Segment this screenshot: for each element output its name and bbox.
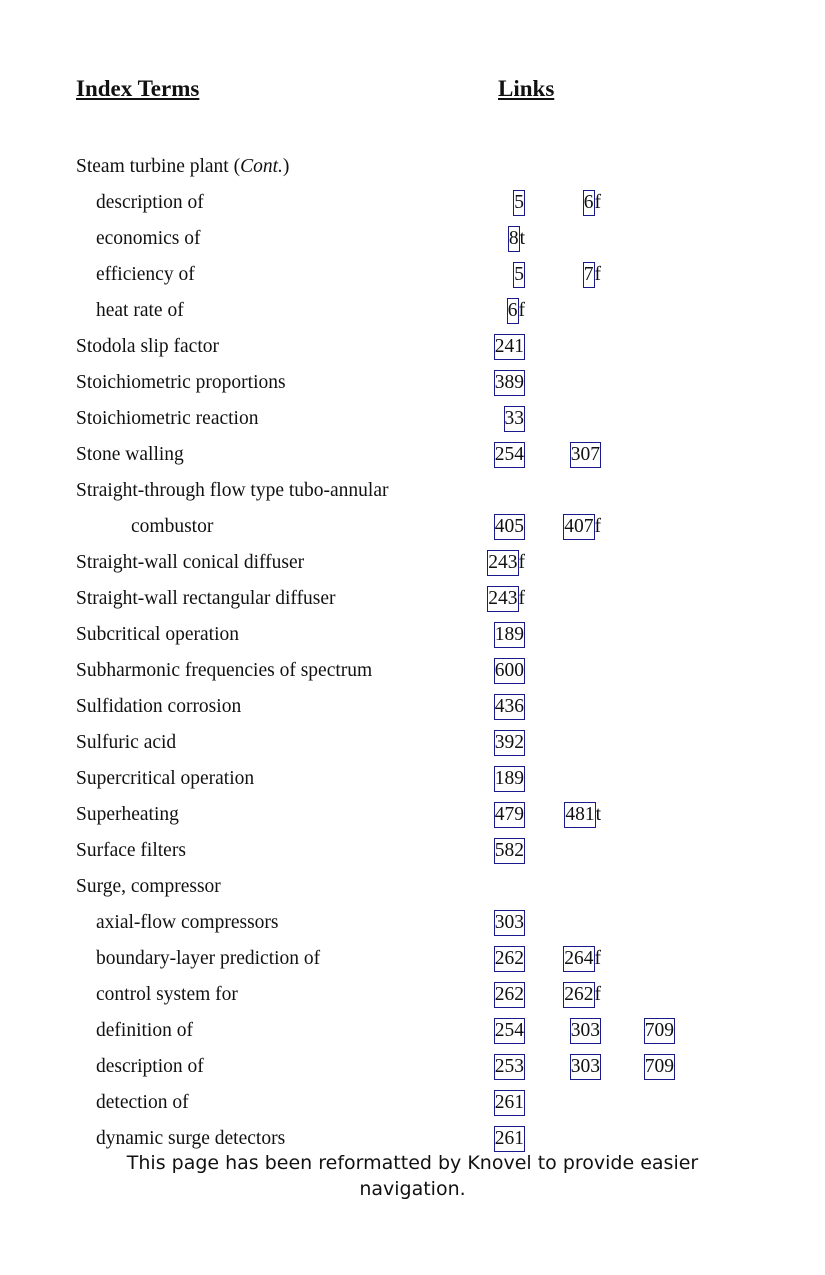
index-term bbox=[96, 221, 201, 257]
index-entry bbox=[0, 185, 825, 221]
page-link[interactable]: 307 bbox=[570, 442, 601, 468]
link-suffix: f bbox=[594, 948, 601, 969]
index-term-text: Straight-wall conical diffuser bbox=[76, 552, 305, 573]
page-link[interactable]: 261 bbox=[494, 1090, 525, 1116]
index-term-text: Surge, compressor bbox=[76, 876, 221, 897]
index-term-text: dynamic surge detectors bbox=[96, 1128, 286, 1149]
page-link[interactable]: 243 bbox=[487, 586, 518, 612]
index-term bbox=[76, 581, 336, 617]
index-term-text: Stone walling bbox=[76, 444, 184, 465]
page-link-cell bbox=[644, 1049, 675, 1085]
index-term-text: Sulfidation corrosion bbox=[76, 696, 242, 717]
index-entry bbox=[0, 509, 825, 545]
index-entry bbox=[0, 221, 825, 257]
index-term bbox=[76, 797, 179, 833]
page-link-cell bbox=[494, 1049, 525, 1085]
index-entry bbox=[0, 581, 825, 617]
index-entry bbox=[0, 1085, 825, 1121]
index-entry bbox=[0, 905, 825, 941]
page-link[interactable]: 33 bbox=[504, 406, 526, 432]
page-link[interactable]: 253 bbox=[494, 1054, 525, 1080]
index-term-text: Steam turbine plant ( bbox=[76, 156, 241, 177]
link-suffix: f bbox=[518, 552, 525, 573]
page-link-cell bbox=[494, 761, 525, 797]
page-link[interactable]: 6 bbox=[583, 190, 595, 216]
index-term bbox=[76, 689, 241, 725]
page-link-cell bbox=[494, 941, 525, 977]
index-term bbox=[96, 257, 195, 293]
page-link[interactable]: 7 bbox=[583, 262, 595, 288]
index-term bbox=[76, 833, 186, 869]
page-link[interactable]: 709 bbox=[644, 1054, 675, 1080]
index-term bbox=[76, 869, 221, 905]
page-link[interactable]: 436 bbox=[494, 694, 525, 720]
page-link[interactable]: 600 bbox=[494, 658, 525, 684]
index-term-text: Surface filters bbox=[76, 840, 186, 861]
link-suffix: f bbox=[518, 300, 525, 321]
page-link-cell bbox=[570, 1049, 601, 1085]
page-link[interactable]: 405 bbox=[494, 514, 525, 540]
link-suffix: f bbox=[594, 516, 601, 537]
index-terms-heading: Index Terms bbox=[76, 76, 200, 101]
page-link-cell bbox=[513, 257, 525, 293]
page-link[interactable]: 243 bbox=[487, 550, 518, 576]
page-link[interactable]: 5 bbox=[513, 262, 525, 288]
page-link-cell bbox=[583, 257, 601, 293]
index-term bbox=[76, 761, 254, 797]
page-link-cell bbox=[563, 941, 601, 977]
page-link[interactable]: 303 bbox=[570, 1018, 601, 1044]
page-link[interactable]: 389 bbox=[494, 370, 525, 396]
index-term bbox=[96, 905, 279, 941]
index-entry bbox=[0, 1013, 825, 1049]
index-term-text: detection of bbox=[96, 1092, 189, 1113]
index-term bbox=[96, 1049, 204, 1085]
index-entry bbox=[0, 1049, 825, 1085]
page-link-cell bbox=[570, 437, 601, 473]
page-link-cell bbox=[494, 1085, 525, 1121]
index-entry bbox=[0, 293, 825, 329]
page-link-cell bbox=[487, 545, 525, 581]
index-entry bbox=[0, 725, 825, 761]
index-term-text: Superheating bbox=[76, 804, 179, 825]
index-term bbox=[76, 473, 388, 509]
index-entry bbox=[0, 977, 825, 1013]
page-link[interactable]: 303 bbox=[570, 1054, 601, 1080]
index-term bbox=[76, 329, 219, 365]
continued-label: Cont. bbox=[240, 156, 283, 177]
link-suffix: f bbox=[594, 984, 601, 1005]
index-entry bbox=[0, 401, 825, 437]
page-link[interactable]: 241 bbox=[494, 334, 525, 360]
page-link[interactable]: 709 bbox=[644, 1018, 675, 1044]
links-heading: Links bbox=[498, 76, 555, 101]
index-term-text: Stoichiometric proportions bbox=[76, 372, 286, 393]
index-term-text: Stoichiometric reaction bbox=[76, 408, 259, 429]
page-link-cell bbox=[564, 797, 601, 833]
page-link[interactable]: 189 bbox=[494, 622, 525, 648]
page-link[interactable]: 407 bbox=[563, 514, 594, 540]
page-link[interactable]: 6 bbox=[507, 298, 519, 324]
page-link-cell bbox=[494, 617, 525, 653]
page-link-cell bbox=[583, 185, 601, 221]
index-term bbox=[76, 365, 286, 401]
index-list bbox=[0, 149, 825, 1157]
index-entry bbox=[0, 833, 825, 869]
page-link[interactable]: 262 bbox=[494, 946, 525, 972]
index-entry bbox=[0, 437, 825, 473]
index-entry bbox=[0, 545, 825, 581]
page-link-cell bbox=[494, 797, 525, 833]
index-term bbox=[76, 545, 304, 581]
page-link[interactable]: 8 bbox=[508, 226, 520, 252]
index-term-text: Subharmonic frequencies of spectrum bbox=[76, 660, 373, 681]
page-link[interactable]: 262 bbox=[563, 982, 594, 1008]
index-entry bbox=[0, 797, 825, 833]
page-link[interactable]: 5 bbox=[513, 190, 525, 216]
page-link[interactable]: 392 bbox=[494, 730, 525, 756]
footer-line-1: This page has been reformatted by Knovel to provide easier bbox=[126, 1152, 699, 1174]
link-suffix: f bbox=[594, 192, 601, 213]
link-suffix: f bbox=[594, 264, 601, 285]
index-entry bbox=[0, 329, 825, 365]
knovel-footer bbox=[0, 1150, 825, 1202]
index-term bbox=[76, 653, 372, 689]
footer-line-2: navigation. bbox=[359, 1178, 466, 1200]
page-link-cell bbox=[570, 1013, 601, 1049]
page-link-cell bbox=[504, 401, 526, 437]
index-term bbox=[96, 1013, 193, 1049]
page-link[interactable]: 189 bbox=[494, 766, 525, 792]
index-entry bbox=[0, 941, 825, 977]
page-link[interactable]: 254 bbox=[494, 1018, 525, 1044]
index-term bbox=[76, 149, 289, 185]
index-term bbox=[76, 725, 176, 761]
index-term bbox=[96, 293, 184, 329]
page-link[interactable]: 582 bbox=[494, 838, 525, 864]
page-link-cell bbox=[494, 689, 525, 725]
page-link-cell bbox=[644, 1013, 675, 1049]
index-term-text: Stodola slip factor bbox=[76, 336, 219, 357]
page-link[interactable]: 303 bbox=[494, 910, 525, 936]
page-link[interactable]: 481 bbox=[564, 802, 595, 828]
index-entry bbox=[0, 473, 825, 509]
link-suffix: f bbox=[518, 588, 525, 609]
index-term bbox=[96, 977, 238, 1013]
index-entry bbox=[0, 761, 825, 797]
index-term-text: axial-flow compressors bbox=[96, 912, 279, 933]
index-term bbox=[76, 437, 184, 473]
link-suffix: t bbox=[519, 228, 525, 249]
page-link-cell bbox=[494, 725, 525, 761]
page-link[interactable]: 262 bbox=[494, 982, 525, 1008]
index-term bbox=[96, 185, 204, 221]
index-term-text: description of bbox=[96, 1056, 204, 1077]
index-term bbox=[76, 617, 239, 653]
page-link-cell bbox=[508, 221, 525, 257]
page-link-cell bbox=[494, 1013, 525, 1049]
index-entry bbox=[0, 617, 825, 653]
page-link-cell bbox=[507, 293, 525, 329]
index-term-text: definition of bbox=[96, 1020, 193, 1041]
page-link-cell bbox=[494, 977, 525, 1013]
page-link-cell bbox=[494, 365, 525, 401]
index-term-text: description of bbox=[96, 192, 204, 213]
index-term-text: Sulfuric acid bbox=[76, 732, 177, 753]
page-link[interactable]: 264 bbox=[563, 946, 594, 972]
index-term-text: Straight-through flow type tubo-annular bbox=[76, 480, 389, 501]
page-link-cell bbox=[563, 509, 601, 545]
index-term bbox=[131, 509, 213, 545]
link-suffix: t bbox=[595, 804, 601, 825]
index-term bbox=[76, 401, 258, 437]
index-term-text: heat rate of bbox=[96, 300, 184, 321]
index-term bbox=[96, 941, 320, 977]
index-term-text: Supercritical operation bbox=[76, 768, 255, 789]
page-link-cell bbox=[494, 329, 525, 365]
index-term-text: control system for bbox=[96, 984, 238, 1005]
page-link[interactable]: 479 bbox=[494, 802, 525, 828]
page-link-cell bbox=[513, 185, 525, 221]
page-link-cell bbox=[494, 653, 525, 689]
index-term-text: efficiency of bbox=[96, 264, 195, 285]
page-link-cell bbox=[494, 833, 525, 869]
continued-paren: ) bbox=[282, 156, 290, 177]
page-link-cell bbox=[563, 977, 601, 1013]
index-entry bbox=[0, 257, 825, 293]
index-entry bbox=[0, 653, 825, 689]
index-term-text: boundary-layer prediction of bbox=[96, 948, 321, 969]
index-entry bbox=[0, 869, 825, 905]
page-link-cell bbox=[494, 437, 525, 473]
index-entry bbox=[0, 689, 825, 725]
page-link-cell bbox=[494, 509, 525, 545]
index-term-text: combustor bbox=[131, 516, 214, 537]
page-link[interactable]: 261 bbox=[494, 1126, 525, 1152]
page-link-cell bbox=[487, 581, 525, 617]
index-entry bbox=[0, 365, 825, 401]
page-link[interactable]: 254 bbox=[494, 442, 525, 468]
index-term-text: Subcritical operation bbox=[76, 624, 239, 645]
index-entry bbox=[0, 149, 825, 185]
page-link-cell bbox=[494, 905, 525, 941]
index-term-text: Straight-wall rectangular diffuser bbox=[76, 588, 336, 609]
index-term bbox=[96, 1085, 189, 1121]
index-term-text: economics of bbox=[96, 228, 201, 249]
